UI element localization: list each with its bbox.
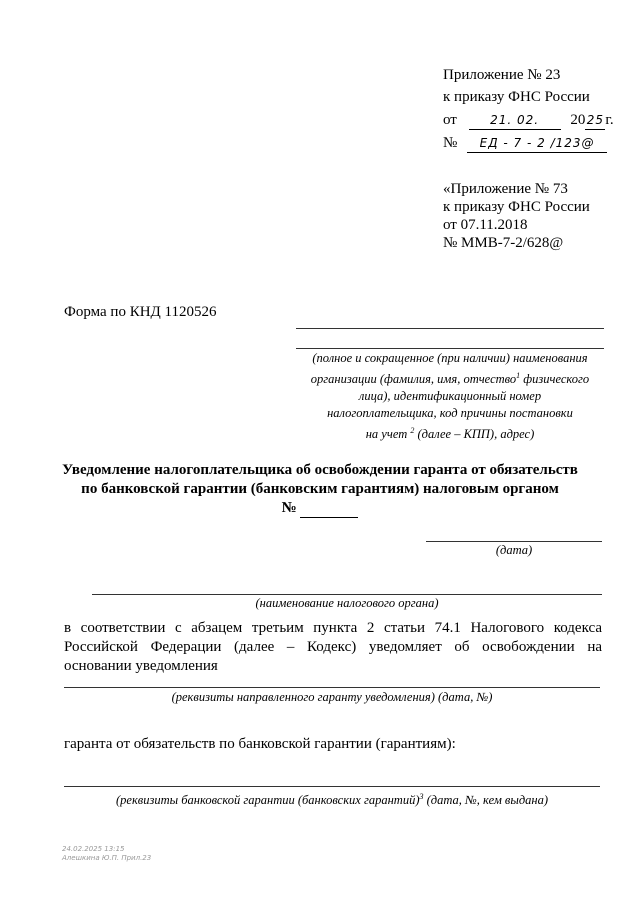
title-line-1: Уведомление налогоплательщика об освобождении гаранта от обязательств [62, 462, 578, 478]
document-title [40, 461, 600, 518]
appendix-number-value: ЕД - 7 - 2 /123@ [467, 134, 607, 153]
quoted-appendix-line-2: к приказу ФНС России [443, 199, 590, 215]
title-line-2: по банковской гарантии (банковским гарантиям) налоговым органом [81, 481, 559, 497]
appendix-from-label: от [443, 112, 457, 128]
org-caption-line-1: (полное и сокращенное (при наличии) наименования [312, 351, 588, 365]
guarantee-caption: (реквизиты банковской гарантии (банковских гарантий)$^3$ (дата, №, кем выдана) [115, 792, 549, 808]
notice-field-line [64, 687, 600, 688]
tax-authority-caption: (наименование налогового органа) [255, 596, 439, 610]
appendix-date-line [443, 111, 614, 130]
paragraph-guarantor: гаранта от обязательств по банковской гарантии (гарантиям): [64, 736, 456, 752]
stamp-line-1: 24.02.2025 13:15 [62, 845, 125, 853]
footnote-3-mark: 3 [419, 792, 424, 801]
guarantee-field-line [64, 786, 600, 787]
org-field-line-2 [296, 348, 604, 349]
org-field-line-1 [296, 328, 604, 329]
footnote-2-mark: 2 [410, 426, 415, 436]
appendix-line-2: к приказу ФНС России [443, 89, 590, 105]
title-number-field [300, 503, 358, 518]
quoted-appendix-line-3: от 07.11.2018 [443, 217, 528, 233]
quoted-appendix-line-4: № ММВ-7-2/628@ [443, 235, 564, 251]
appendix-year-suffix: г. [605, 112, 614, 128]
org-caption [290, 350, 610, 443]
notice-caption: (реквизиты направленного гаранту уведомления) (дата, №) [171, 690, 493, 704]
form-code: Форма по КНД 1120526 [64, 304, 217, 320]
footnote-1-mark: 1 [516, 371, 521, 380]
org-caption-line-4: налогоплательщика, код причины постановки [327, 406, 573, 421]
appendix-year-prefix: 20 [570, 112, 586, 128]
appendix-number-label: № [443, 135, 458, 151]
appendix-year-value: 25 [585, 111, 605, 130]
org-caption-line-5: на учет $^2$ (далее – КПП), адрес) [365, 426, 535, 442]
appendix-date-value: 21. 02. [469, 111, 561, 130]
title-line-3: № [40, 499, 600, 518]
org-caption-line-3: лица), идентификационный номер [358, 389, 542, 404]
quoted-appendix-line-1: «Приложение № 73 [443, 181, 568, 197]
appendix-line-1: Приложение № 23 [443, 67, 561, 83]
org-caption-line-2: организации (фамилия, имя, отчество$^1$ физического [310, 371, 590, 387]
stamp-line-2: Алешкина Ю.П. Прил.23 [62, 854, 152, 862]
paragraph-legal-basis: в соответствии с абзацем третьим пункта 2 статьи 74.1 Налогового кодекса Российской Федерации (далее – Кодекс) уведомляет об освобождении на основании уведомления [64, 620, 602, 674]
appendix-number-line [443, 134, 607, 153]
registration-stamp [62, 845, 151, 863]
date-caption: (дата) [495, 543, 533, 557]
